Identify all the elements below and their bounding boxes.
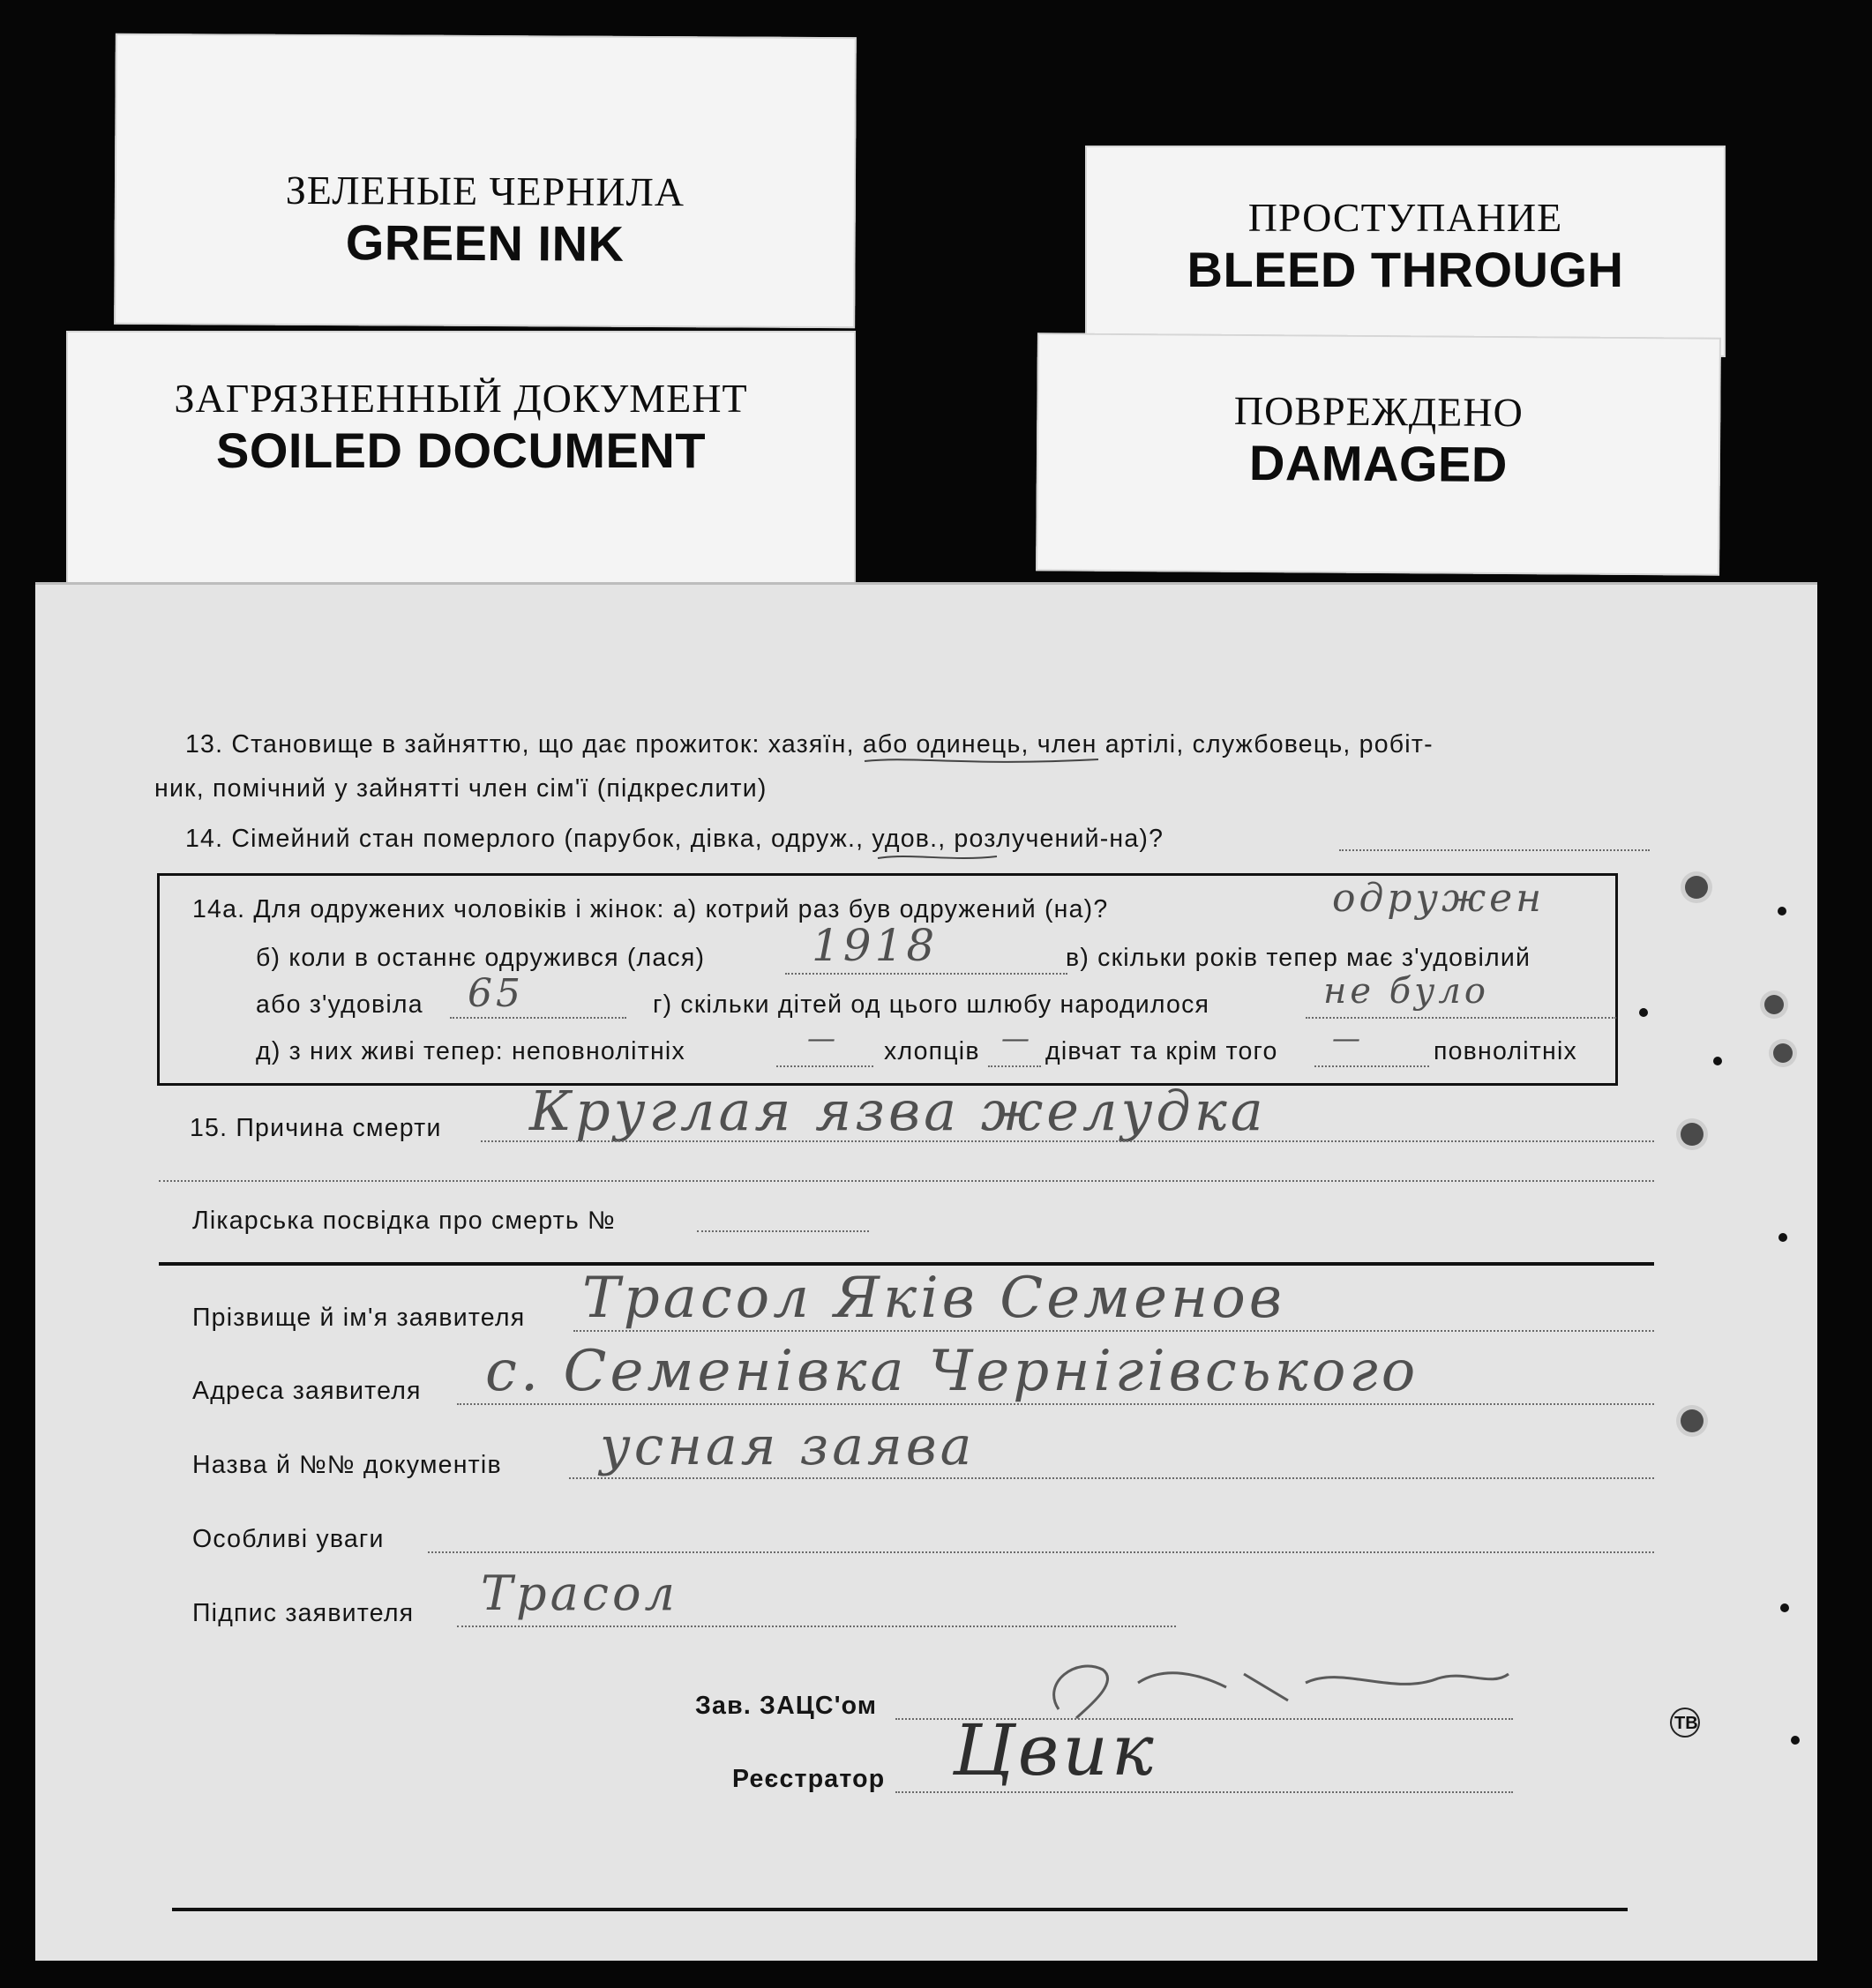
hw-applicant-signature: Трасол [481,1566,678,1621]
punch-hole [1681,1409,1704,1432]
underline-mark [873,849,1006,867]
q15-label: 15. Причина смерти [190,1114,442,1142]
pin-mark [1791,1736,1800,1745]
q14a-line4d: повнолітніх [1434,1037,1577,1065]
answer-line [785,973,1067,975]
remarks-label: Особливі уваги [192,1525,385,1553]
hw-minor-boys: — [807,1021,839,1055]
hw-widow-age: 65 [468,971,524,1016]
answer-line [159,1180,1654,1182]
q14a-line1: 14а. Для одружених чоловіків і жінок: а) котрий раз був одружений (на)? [192,895,1109,923]
answer-line [573,1330,1654,1332]
answer-line [481,1140,1654,1142]
answer-line [1306,1017,1616,1019]
label-ru: ПРОСТУПАНИЕ [1247,195,1563,240]
answer-line [895,1791,1513,1793]
stamp-mark: ТВ [1674,1714,1698,1733]
applicant-name-label: Прізвище й ім'я заявителя [192,1304,526,1332]
q14a-line4a: д) з них живі тепер: неповнолітніх [256,1037,685,1065]
hw-applicant-name: Трасол Яків Семенов [582,1266,1285,1331]
hw-adult: — [1332,1021,1364,1055]
pin-mark [1778,1233,1787,1242]
answer-line [697,1230,869,1232]
documents-label: Назва й №№ документів [192,1451,502,1479]
q14a-line4b: хлопців [884,1037,980,1065]
answer-line [1314,1065,1429,1067]
underline-mark [860,754,1107,772]
label-ru: ПОВРЕЖДЕНО [1233,387,1524,436]
label-card-soiled-document [66,331,856,595]
pin-mark [1639,1008,1648,1017]
applicant-signature-label: Підпис заявителя [192,1599,415,1627]
answer-line [988,1065,1041,1067]
q14a-line4c: дівчат та крім того [1045,1037,1278,1065]
answer-line [450,1017,626,1019]
punch-hole [1764,995,1784,1014]
q14a-line2b: в) скільки років тепер має з'удовілий [1066,944,1531,972]
pin-mark [1713,1057,1722,1065]
hw-documents: усная заява [600,1416,976,1477]
pin-mark [1778,907,1786,916]
hw-applicant-address: с. Семенівка Чернігівського [485,1339,1419,1404]
registrar-label: Реєстратор [732,1765,886,1793]
label-card-damaged [1036,333,1721,575]
medical-cert-label: Лікарська посвідка про смерть № [192,1207,616,1235]
hw-last-married-year: 1918 [812,920,939,971]
q14a-line2a: б) коли в останнє одружився (лася) [256,944,706,972]
punch-hole [1685,876,1708,899]
answer-line [457,1626,1176,1627]
label-card-bleed-through [1085,146,1726,357]
q13-line1: 13. Становище в зайняттю, що дає прожиток: хазяїн, або одинець, член артілі, службовець, робіт- [185,730,1434,759]
hw-registrar-signature: Цвик [953,1709,1157,1791]
hw-times-married: одружен [1332,876,1546,921]
q14-answer-line [1339,849,1650,851]
death-record-form [35,582,1817,1961]
punch-hole [1681,1123,1704,1146]
answer-line [776,1065,873,1067]
hw-minor-girls: — [1001,1021,1033,1055]
answer-line [428,1551,1654,1553]
punch-hole [1773,1043,1793,1063]
bottom-rule [172,1908,1628,1911]
pin-mark [1780,1603,1789,1612]
q14-line: 14. Сімейний стан померлого (парубок, дівка, одруж., удов., розлучений-на)? [185,825,1164,853]
q14a-line3b: г) скільки дітей од цього шлюбу народилося [653,990,1210,1019]
q13-line2: ник, помічний у зайнятті член сім'ї (підкреслити) [154,774,768,803]
label-en: BLEED THROUGH [1187,242,1624,297]
label-card-green-ink [114,34,857,328]
label-en: GREEN INK [345,214,625,272]
answer-line [457,1403,1654,1405]
label-ru: ЗАГРЯЗНЕННЫЙ ДОКУМЕНТ [174,376,748,421]
label-en: SOILED DOCUMENT [215,422,707,478]
hw-children-born: не було [1323,971,1489,1012]
label-ru: ЗЕЛЕНЫЕ ЧЕРНИЛА [285,167,685,215]
applicant-address-label: Адреса заявителя [192,1377,422,1405]
answer-line [569,1477,1654,1479]
label-en: DAMAGED [1248,434,1509,493]
q14a-line3a: або з'удовіла [256,990,423,1019]
head-zags-label: Зав. ЗАЦС'ом [695,1692,878,1720]
hw-cause-of-death: Круглая язва желудка [529,1079,1267,1143]
